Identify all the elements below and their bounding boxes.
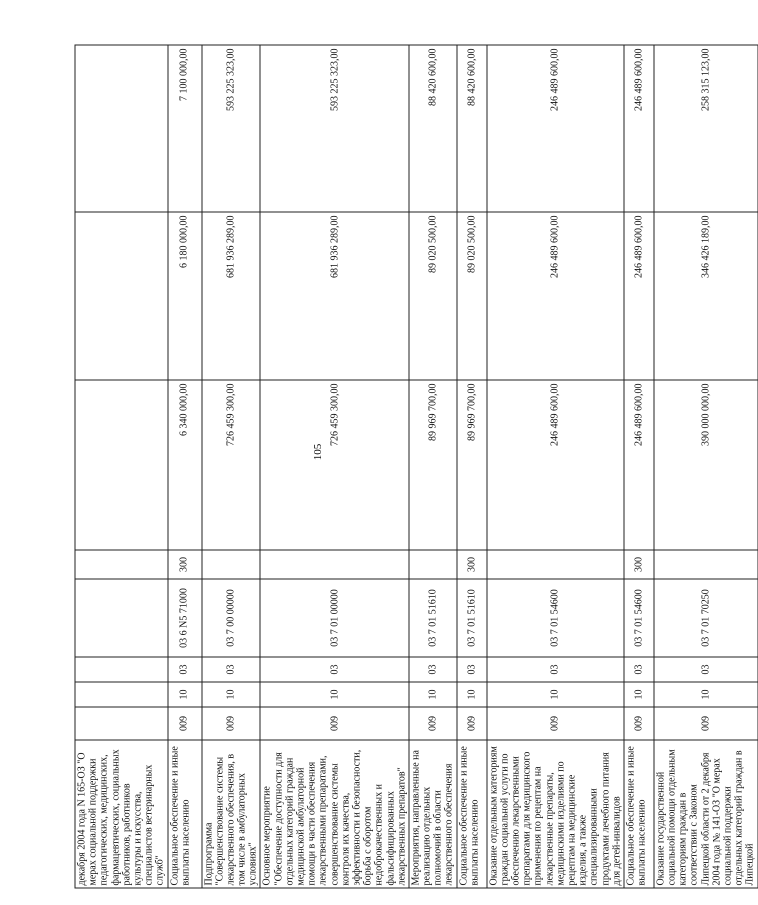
row-name: Социальное обеспечение и иные выплаты населению — [456, 740, 486, 888]
table-row — [201, 45, 260, 888]
section-code: 10 — [456, 682, 486, 707]
table-row — [167, 45, 201, 888]
amount-year-1: 390 000 000,00 — [653, 380, 757, 550]
amount-year-1: 6 340 000,00 — [167, 380, 201, 550]
amount-year-2: 89 020 500,00 — [456, 212, 486, 380]
subsection-code: 03 — [167, 657, 201, 682]
expense-kind-code: 300 — [167, 550, 201, 579]
budget-table-wrapper — [74, 46, 756, 889]
amount-year-3: 246 489 600,00 — [486, 45, 623, 212]
subsection-code: 03 — [653, 657, 757, 682]
amount-year-1: 726 459 300,00 — [260, 380, 408, 550]
amount-year-1: 246 489 600,00 — [486, 380, 623, 550]
amount-year-1: 89 969 700,00 — [456, 380, 486, 550]
row-name: Подпрограмма "Совершенствование системы лекарственного обеспечения, в том числе в амбулаторных условиях" — [201, 740, 260, 888]
expense-kind-code — [260, 550, 408, 579]
section-code: 10 — [167, 682, 201, 707]
amount-year-2: 246 489 600,00 — [486, 212, 623, 380]
amount-year-3: 88 420 600,00 — [408, 45, 456, 212]
section-code — [75, 682, 168, 707]
amount-year-3: 88 420 600,00 — [456, 45, 486, 212]
expense-kind-code — [201, 550, 260, 579]
amount-year-1: 246 489 600,00 — [623, 380, 653, 550]
section-code: 10 — [201, 682, 260, 707]
table-row — [260, 45, 408, 888]
section-code: 10 — [653, 682, 757, 707]
target-article-code — [75, 579, 168, 657]
row-name: Социальное обеспечение и иные выплаты населению — [167, 740, 201, 888]
target-article-code: 03 7 00 00000 — [201, 579, 260, 657]
target-article-code: 03 7 01 54600 — [486, 579, 623, 657]
expense-kind-code — [75, 550, 168, 579]
subsection-code: 03 — [456, 657, 486, 682]
row-name: декабря 2004 года N 165-ОЗ "О мерах социальной поддержки педагогических, медицинских, фармацевтических, социальных работников, работников культуры и искусства, специалистов ветеринарных служб" — [75, 740, 168, 888]
amount-year-1 — [75, 380, 168, 550]
target-article-code: 03 7 01 51610 — [408, 579, 456, 657]
subsection-code: 03 — [623, 657, 653, 682]
admin-code: 009 — [653, 707, 757, 740]
subsection-code: 03 — [486, 657, 623, 682]
amount-year-3: 7 100 000,00 — [167, 45, 201, 212]
row-name: Оказание отдельным категориям граждан социальной услуги по обеспечению лекарственными препаратами для медицинского применения по рецептам на лекарственные препараты, медицинскими изделиями по рецептам на медицинские изделия, а также специализированными продуктами лечебного питания для детей-инвалидов — [486, 740, 623, 888]
amount-year-2: 346 426 189,00 — [653, 212, 757, 380]
target-article-code: 03 6 N5 71000 — [167, 579, 201, 657]
admin-code — [75, 707, 168, 740]
amount-year-3: 246 489 600,00 — [623, 45, 653, 212]
section-code: 10 — [408, 682, 456, 707]
amount-year-2: 681 936 289,00 — [260, 212, 408, 380]
table-row — [623, 45, 653, 888]
target-article-code: 03 7 01 70250 — [653, 579, 757, 657]
subsection-code: 03 — [201, 657, 260, 682]
amount-year-1: 726 459 300,00 — [201, 380, 260, 550]
section-code: 10 — [260, 682, 408, 707]
page-number: 105 — [312, 443, 324, 461]
amount-year-3 — [75, 45, 168, 212]
row-name: Основное мероприятие "Обеспечение доступности для отдельных категорий граждан медицинской амбулаторной помощи в части обеспечения лекарственными препаратами, совершенствование системы контроля их качества, эффективности и безопасности, борьба с оборотом недоброкачественных и фальсифицированных лекарственных препаратов" — [260, 740, 408, 888]
amount-year-3: 258 315 123,00 — [653, 45, 757, 212]
table-row — [486, 45, 623, 888]
row-name: Социальное обеспечение и иные выплаты населению — [623, 740, 653, 888]
budget-table — [74, 45, 758, 889]
table-row — [75, 45, 168, 888]
expense-kind-code: 300 — [456, 550, 486, 579]
subsection-code: 03 — [408, 657, 456, 682]
admin-code: 009 — [456, 707, 486, 740]
amount-year-3: 593 225 323,00 — [260, 45, 408, 212]
table-row — [456, 45, 486, 888]
admin-code: 009 — [201, 707, 260, 740]
admin-code: 009 — [260, 707, 408, 740]
table-row — [653, 45, 757, 888]
admin-code: 009 — [167, 707, 201, 740]
expense-kind-code — [486, 550, 623, 579]
target-article-code: 03 7 01 54600 — [623, 579, 653, 657]
admin-code: 009 — [408, 707, 456, 740]
amount-year-2: 681 936 289,00 — [201, 212, 260, 380]
section-code: 10 — [623, 682, 653, 707]
subsection-code — [75, 657, 168, 682]
expense-kind-code — [408, 550, 456, 579]
section-code: 10 — [486, 682, 623, 707]
expense-kind-code — [653, 550, 757, 579]
amount-year-2 — [75, 212, 168, 380]
subsection-code: 03 — [260, 657, 408, 682]
amount-year-1: 89 969 700,00 — [408, 380, 456, 550]
row-name: Мероприятия, направленные на реализацию отдельных полномочий в области лекарственного обеспечения — [408, 740, 456, 888]
table-body — [75, 45, 758, 888]
admin-code: 009 — [623, 707, 653, 740]
admin-code: 009 — [486, 707, 623, 740]
amount-year-2: 89 020 500,00 — [408, 212, 456, 380]
amount-year-2: 6 180 000,00 — [167, 212, 201, 380]
target-article-code: 03 7 01 51610 — [456, 579, 486, 657]
amount-year-2: 246 489 600,00 — [623, 212, 653, 380]
amount-year-3: 593 225 323,00 — [201, 45, 260, 212]
target-article-code: 03 7 01 00000 — [260, 579, 408, 657]
expense-kind-code: 300 — [623, 550, 653, 579]
table-row — [408, 45, 456, 888]
row-name: Оказание государственной социальной помощи отдельным категориям граждан в соответствии с Законом Липецкой области от 2 декабря 2004 года № 141-ОЗ "О мерах социальной поддержки отдельных категорий граждан в Липецкой — [653, 740, 757, 888]
